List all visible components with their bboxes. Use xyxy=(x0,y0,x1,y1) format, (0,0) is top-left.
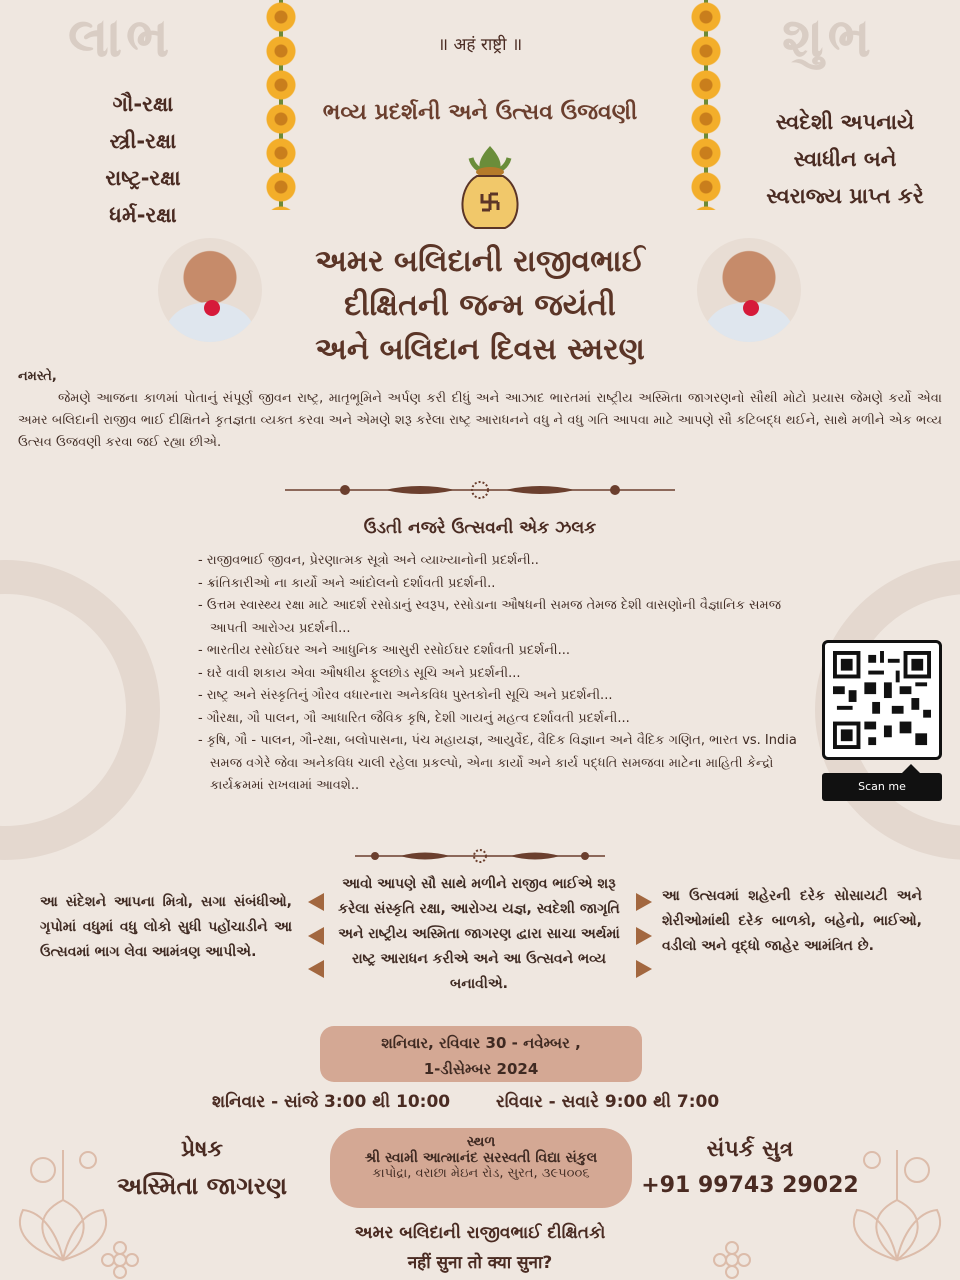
closing-line: અમર બલિદાની રાજીવભાઈ દીક્ષિતકો xyxy=(354,1223,606,1243)
portrait-left xyxy=(158,238,262,342)
ornament-divider-top xyxy=(285,478,675,502)
feature-item: - ઘરે વાવી શકાય એવા ઔષધીય ફૂલછોડ સૂચિ અને પ્રદર્શની... xyxy=(198,665,521,681)
marigold-garland-right-icon xyxy=(688,0,724,210)
arrow-left-icon xyxy=(308,927,324,945)
closing-quote xyxy=(290,1218,670,1278)
intro-greeting: નમસ્તે, xyxy=(18,369,57,384)
event-dates xyxy=(320,1026,642,1082)
ornament-divider-bottom xyxy=(355,846,605,866)
feature-item: - રાષ્ટ્ર અને સંસ્કૃતિનું ગૌરવ વધારનારા અનેકવિધ પુસ્તકોની સૂચિ અને પ્રદર્શની... xyxy=(198,688,613,703)
arrow-right-icon xyxy=(636,927,652,945)
call-to-action: આવો આપણે સૌ સાથે મળીને રાજીવ ભાઈએ શરૂ કરેલા સંસ્કૃતિ રક્ષા, આરોગ્ય યજ્ઞ, સ્વદેશી જાગૃતિ અને રાષ્ટ્રીય અસ્મિતા જાગરણ દ્વારા સાચા અર્થમાં રાષ્ટ્ર આરાધન કરીએ અને આ ઉત્સવને ભવ્ય બનાવીએ. xyxy=(338,876,620,992)
feature-item: - રાજીવભાઈ જીવન, પ્રેરણાત્મક સૂત્રો અને વ્યાખ્યાનોની પ્રદર્શની.. xyxy=(198,553,539,568)
venue-address: કાપોદ્રા, વરાછા મેઇન રોડ, સુરત, ૩૯૫૦૦૬ xyxy=(372,1166,590,1181)
flower-small-left-icon xyxy=(100,1240,140,1280)
venue-block xyxy=(330,1128,632,1208)
left-value-item: ગૌ-રક્ષા xyxy=(112,92,174,116)
feature-item: - ગૌરક્ષા, ગૌ પાલન, ગૌ આધારિત જૈવિક કૃષિ, દેશી ગાયનું મહત્વ દર્શાવતી પ્રદર્શની... xyxy=(198,710,630,726)
right-value-item: સ્વાધીન બને xyxy=(793,147,897,171)
feature-item: - ક્રાંતિકારીઓ ના કાર્યો અને આંદોલનો દર્શાવતી પ્રદર્શની.. xyxy=(198,575,496,591)
main-title-line: અને બલિદાન દિવસ સ્મરણ xyxy=(315,332,645,367)
features-title: ઉડતી નજરે ઉત્સવની એક ઝલક xyxy=(363,518,597,538)
arrow-right-icon xyxy=(636,893,652,911)
arrow-left-icon xyxy=(308,960,324,978)
invitation-message: આ ઉત્સવમાં શહેરની દરેક સોસાયટી અને શેરીઓમાંથી દરેક બાળકો, બહેનો, ભાઈઓ, વડીલો અને વૃદ્ધો જાહેર આમંત્રિત છે. xyxy=(662,888,922,954)
event-dates-line: 1-ડીસેમ્બર 2024 xyxy=(423,1060,539,1078)
main-title-line: દીક્ષિતની જન્મ જયંતી xyxy=(344,288,616,323)
lotus-flower-right-icon xyxy=(842,1140,952,1270)
venue-name: શ્રી સ્વામી આત્માનંદ સરસ્વતી વિદ્યા સંકુલ xyxy=(364,1150,598,1166)
contact-number[interactable]: +91 99743 29022 xyxy=(641,1173,859,1198)
background-word-left: લાભ xyxy=(68,6,174,69)
qr-code-icon xyxy=(833,651,931,749)
right-values-list xyxy=(740,104,950,215)
sender-block xyxy=(92,1132,312,1204)
qr-label-pointer-icon xyxy=(902,764,920,773)
sender-name: અસ્મિતા જાગરણ xyxy=(116,1172,288,1200)
left-value-item: ધર્મ-રક્ષા xyxy=(109,203,177,227)
feature-item: - ભારતીય રસોઈઘર અને આધુનિક આસુરી રસોઈઘર દર્શાવતી પ્રદર્શની... xyxy=(198,643,571,658)
portrait-right xyxy=(697,238,801,342)
main-title-line: અમર બલિદાની રાજીવભાઈ xyxy=(315,244,645,279)
feature-item: - કૃષિ, ગૌ - પાલન, ગૌ-રક્ષા, બલોપાસના, પંચ મહાયજ્ઞ, આયુર્વેદ, વૈદિક વિજ્ઞાન અને વૈદિક ગણિત, ભારત vs. India સમજ વગેરે જેવા અનેકવિધ ચાલી રહેલા પ્રકલ્પો, એના કાર્યો અને કાર્ય પદ્ધતિ સમજવા માટેના માહિતી કેન્દ્રો કાર્યક્રમમાં રાખવામાં આવશે.. xyxy=(198,733,797,793)
intro-paragraph: જેમણે આજના કાળમાં પોતાનું સંપૂર્ણ જીવન રાષ્ટ્ર, માતૃભૂમિને અર્પણ કરી દીધું અને આઝાદ ભારતમાં રાષ્ટ્રીય અસ્મિતા જાગરણનો સૌથી મોટો પ્રયાસ જેમણે કર્યો એવા અમર બલિદાની રાજીવ ભાઈ દીક્ષિતને કૃતજ્ઞતા વ્યક્ત કરવા અને એમણે શરૂ કરેલા રાષ્ટ્ર આરાધનને વધુ ને વધુ ગતિ આપવા માટે આપણે સૌ કટિબદ્ધ થઈને, સાથે મળીને એક ભવ્ય ઉત્સવ ઉજવણી કરવા જઈ રહ્યા છીએ. xyxy=(18,391,942,450)
left-value-item: રાષ્ટ્ર-રક્ષા xyxy=(105,166,181,190)
arrow-right-icon xyxy=(636,960,652,978)
saturday-timing: શનિવાર - સાંજે 3:00 થી 10:00 xyxy=(212,1092,451,1112)
closing-line: नहीं सुना तो क्या सुना? xyxy=(407,1253,553,1273)
mantra: ॥ अहं राष्ट्री ॥ xyxy=(437,35,523,55)
left-values-list xyxy=(58,86,228,234)
qr-code[interactable] xyxy=(822,640,942,760)
features-list xyxy=(198,550,808,798)
feature-item: - ઉત્તમ સ્વાસ્થ્ય રક્ષા માટે આદર્શ રસોડાનું સ્વરૂપ, રસોડાના ઔષધની સમજ તેમજ દેશી વાસણોની વૈજ્ઞાનિક સમજ આપતી આરોગ્ય પ્રદર્શની... xyxy=(198,598,782,636)
qr-scan-label: Scan me xyxy=(822,773,942,801)
contact-block xyxy=(640,1132,860,1204)
arrow-left-icon xyxy=(308,893,324,911)
right-value-item: સ્વરાજ્ય પ્રાપ્ત કરે xyxy=(766,184,924,208)
sender-label: પ્રેષક xyxy=(180,1137,224,1162)
main-title xyxy=(270,240,690,372)
contact-label: સંપર્ક સુત્ર xyxy=(706,1137,794,1162)
venue-label: સ્થળ xyxy=(466,1134,496,1150)
sunday-timing: રવિવાર - સવારે 9:00 થી 7:00 xyxy=(496,1092,720,1112)
marigold-garland-left-icon xyxy=(263,0,299,210)
background-kalash-left xyxy=(0,560,160,860)
kalash-swastika-icon xyxy=(455,142,525,232)
flower-small-right-icon xyxy=(712,1240,752,1280)
event-subtitle: ભવ્ય પ્રદર્શની અને ઉત્સવ ઉજવણી xyxy=(322,100,638,125)
background-word-right: શુભ xyxy=(782,6,875,69)
share-message: આ સંદેશને આપના મિત્રો, સગા સંબંધીઓ, ગૃપોમાં વધુમાં વધુ લોકો સુધી પહોંચાડીને આ ઉત્સવમાં ભાગ લેવા આમંત્રણ આપીએ. xyxy=(40,894,292,960)
right-value-item: સ્વદેશી અપનાયે xyxy=(775,110,915,134)
event-dates-line: શનિવાર, રવિવાર 30 - નવેમ્બર , xyxy=(381,1034,581,1052)
left-value-item: સ્ત્રી-રક્ષા xyxy=(109,129,177,153)
